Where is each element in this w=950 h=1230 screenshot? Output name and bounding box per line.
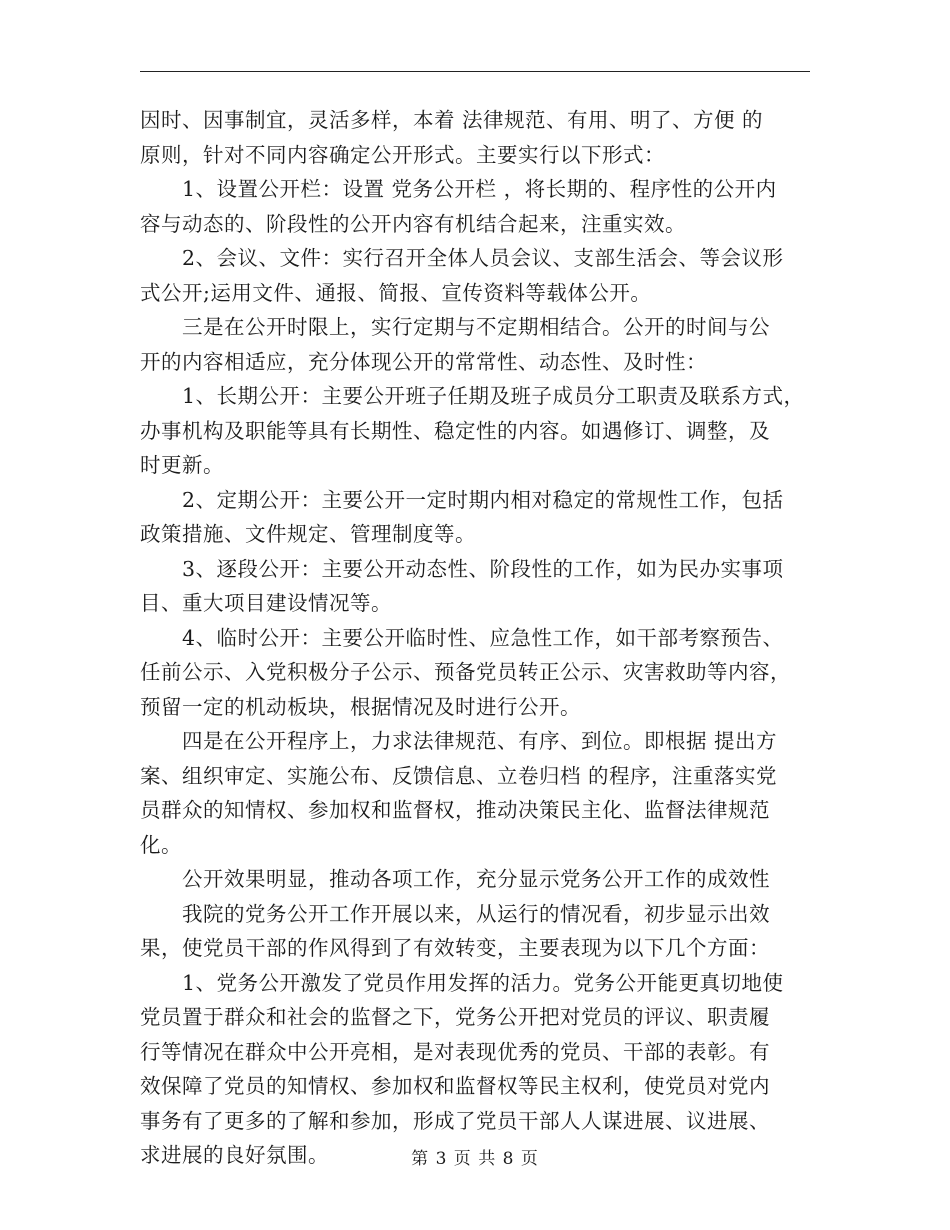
paragraph: 我院的党务公开工作开展以来，从运行的情况看，初步显示出效 果，使党员干部的作风得到了有效转变，主要表现为以下几个方面： <box>140 901 770 960</box>
paragraph: 2、会议、文件：实行召开全体人员会议、支部生活会、等会议形 式公开;运用文件、通报、简报、宣传资料等载体公开。 <box>140 246 784 305</box>
header-rule <box>140 71 810 72</box>
paragraph: 因时、因事制宜，灵活多样，本着 法律规范、有用、明了、方便 的 原则，针对不同内容确定公开形式。主要实行以下形式： <box>140 108 764 167</box>
paragraph: 2、定期公开：主要公开一定时期内相对稳定的常规性工作，包括 政策措施、文件规定、管理制度等。 <box>140 487 784 546</box>
paragraph: 1、党务公开激发了党员作用发挥的活力。党务公开能更真切地使 党员置于群众和社会的监督之下，党务公开把对党员的评议、职责履 行等情况在群众中公开亮相，是对表现优秀的党员、干部的表彰。有 效保障了党员的知情权、参加权和监督权等民主权利，使党员对党内 事务有了更多的了解和参加，形成了党员干部人人谋进展、议进展、 求进展的良好氛围。 <box>140 970 784 1167</box>
paragraph: 1、设置公开栏：设置 党务公开栏 ，将长期的、程序性的公开内 容与动态的、阶段性的公开内容有机结合起来，注重实效。 <box>140 177 777 236</box>
paragraph: 四是在公开程序上，力求法律规范、有序、到位。即根据 提出方 案、组织审定、实施公布、反馈信息、立卷归档 的程序，注重落实党 员群众的知情权、参加权和监督权，推动决策民主化、监督法律规范 化。 <box>140 729 778 857</box>
paragraph: 1、长期公开：主要公开班子任期及班子成员分工职责及联系方式， 办事机构及职能等具有长期性、稳定性的内容。如遇修订、调整，及 时更新。 <box>140 384 805 477</box>
document-body <box>140 103 820 1173</box>
paragraph: 3、逐段公开：主要公开动态性、阶段性的工作，如为民办实事项 目、重大项目建设情况等。 <box>140 556 784 615</box>
paragraph: 公开效果明显，推动各项工作，充分显示党务公开工作的成效性 <box>140 867 770 891</box>
paragraph: 4、临时公开：主要公开临时性、应急性工作，如干部考察预告、 任前公示、入党积极分子公示、预备党员转正公示、灾害救助等内容， 预留一定的机动板块，根据情况及时进行公开。 <box>140 625 791 719</box>
paragraph: 三是在公开时限上，实行定期与不定期相结合。公开的时间与公 开的内容相适应，充分体现公开的常常性、动态性、及时性： <box>140 315 770 374</box>
page-number-footer: 第 3 页 共 8 页 <box>411 1149 539 1169</box>
